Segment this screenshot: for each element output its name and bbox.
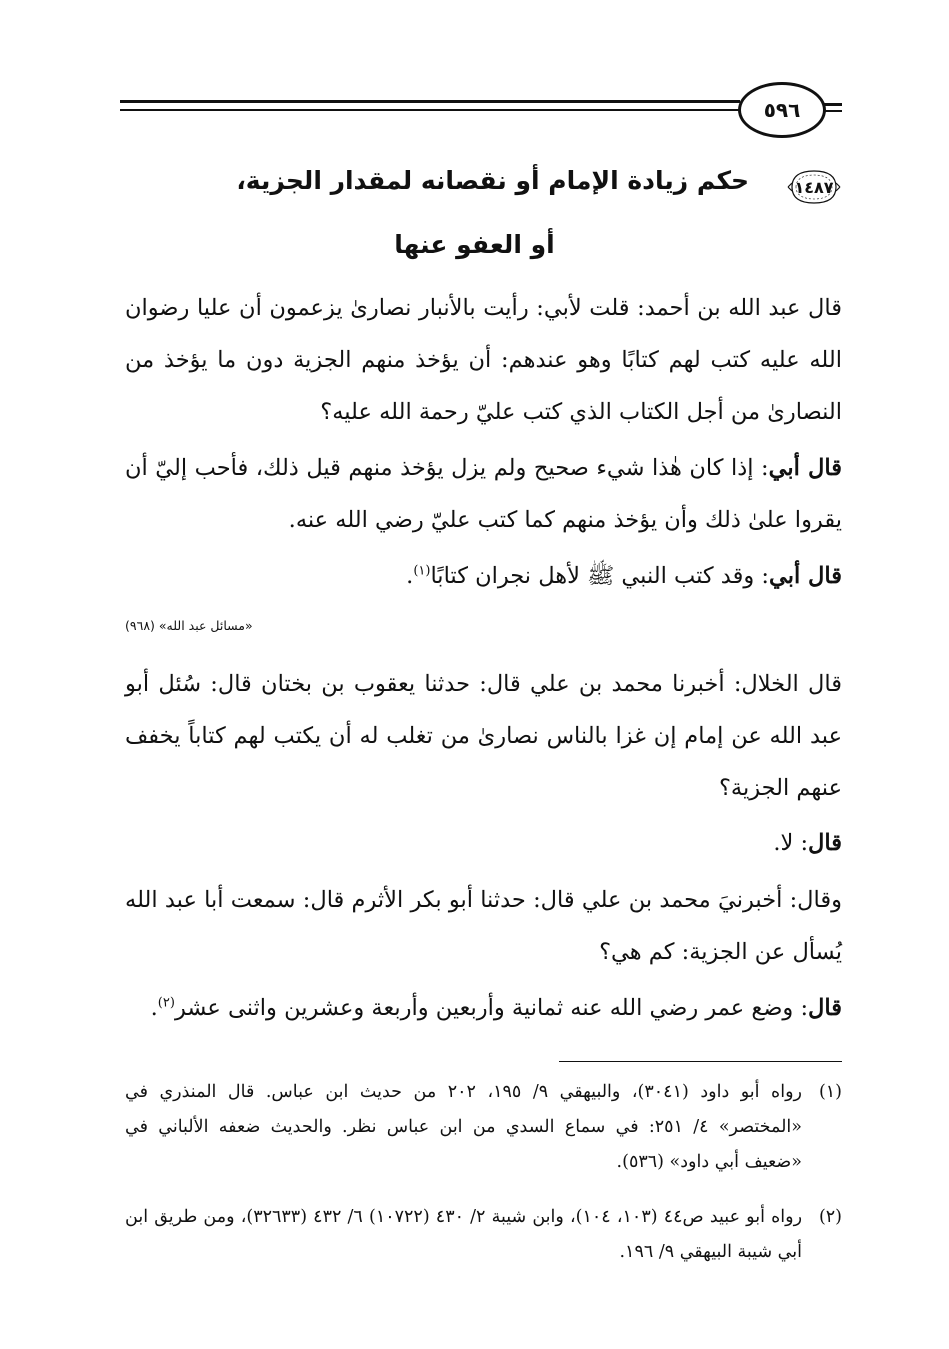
paragraph-answer-1: [125, 442, 842, 546]
speaker-label: قال أبي: [768, 563, 842, 589]
footnote-mark: (٢): [818, 1207, 842, 1227]
paragraph-answer-2: [125, 550, 842, 602]
issue-title-line-1: حكم زيادة الإمام أو نقصانه لمقدار الجزية،: [236, 166, 749, 195]
answer-text: : وضع عمر رضي الله عنه ثمانية وأربعين وأربعة وعشرين واثنى عشر: [174, 995, 809, 1021]
issue-number: ١٤٨٧: [794, 177, 834, 197]
source-citation: «مسائل عبد الله» (٩٦٨): [125, 618, 253, 633]
header-rule: [120, 97, 842, 121]
footnote-mark: (١): [818, 1082, 842, 1102]
speaker-label: قال: [808, 995, 842, 1021]
answer-text: : إذا كان هٰذا شيء صحيح ولم يزل يؤخذ منهم قيل ذلك، فأحب إليّ أن يقروا علىٰ ذلك وأن يؤخذ منهم كما كتب عليّ رضي الله عنه.: [125, 455, 842, 533]
sentence-end: .: [406, 563, 414, 589]
footnote-2: [125, 1200, 842, 1270]
sentence-end: .: [150, 995, 158, 1021]
footnote-reference: (٢): [157, 995, 175, 1011]
paragraph-question: قال عبد الله بن أحمد: قلت لأبي: رأيت بالأنبار نصارىٰ يزعمون أن عليا رضوان الله عليه كتب لهم كتابًا وهو عندهم: أن يؤخذ منهم الجزية دون ما يؤخذ من النصارىٰ من أجل الكتاب الذي كتب عليّ رحمة الله عليه؟: [125, 295, 842, 425]
speaker-label: قال أبي: [768, 455, 842, 481]
paragraph-answer-3: [125, 817, 842, 869]
header-rule-line: [120, 100, 740, 103]
answer-text: : لا.: [773, 830, 809, 856]
header-rule-line: [120, 109, 740, 111]
paragraph-narration-2: وقال: أخبرنيَ محمد بن علي قال: حدثنا أبو بكر الأثرم قال: سمعت أبا عبد الله يُسأل عن الجزية: كم هي؟: [125, 887, 842, 965]
page-number: ٥٩٦: [738, 82, 826, 138]
footnote-separator: [559, 1061, 842, 1062]
footnote-text: رواه أبو داود (٣٠٤١)، والبيهقي ٩/ ١٩٥، ٢٠٢ من حديث ابن عباس. قال المنذري في «المختصر» ٤/ ٢٥١: في سماع السدي من ابن عباس نظر. والحديث ضعفه الألباني في «ضعيف أبي داود» (٥٣٦).: [125, 1082, 802, 1172]
paragraph-narration-1: قال الخلال: أخبرنا محمد بن علي قال: حدثنا يعقوب بن بختان قال: سُئل أبو عبد الله عن إمام إن غزا بالناس نصارىٰ من تغلب له أن يكتب لهم كتاباً يخفف عنهم الجزية؟: [125, 671, 842, 801]
footnote-text: رواه أبو عبيد ص٤٤ (١٠٣، ١٠٤)، وابن شيبة ٢/ ٤٣٠ (١٠٧٢٢) ٦/ ٤٣٢ (٣٢٦٣٣)، ومن طريق ابن أبي شيبة البيهقي ٩/ ١٩٦.: [125, 1207, 803, 1262]
footnote-reference: (١): [413, 563, 431, 579]
speaker-label: قال: [808, 830, 842, 856]
answer-text: : وقد كتب النبي ﷺ لأهل نجران كتابًا: [430, 563, 769, 589]
issue-title-line-2: أو العفو عنها: [394, 230, 555, 259]
paragraph-answer-4: [125, 982, 842, 1034]
issue-number-badge: [786, 168, 842, 206]
footnote-1: [125, 1075, 842, 1180]
